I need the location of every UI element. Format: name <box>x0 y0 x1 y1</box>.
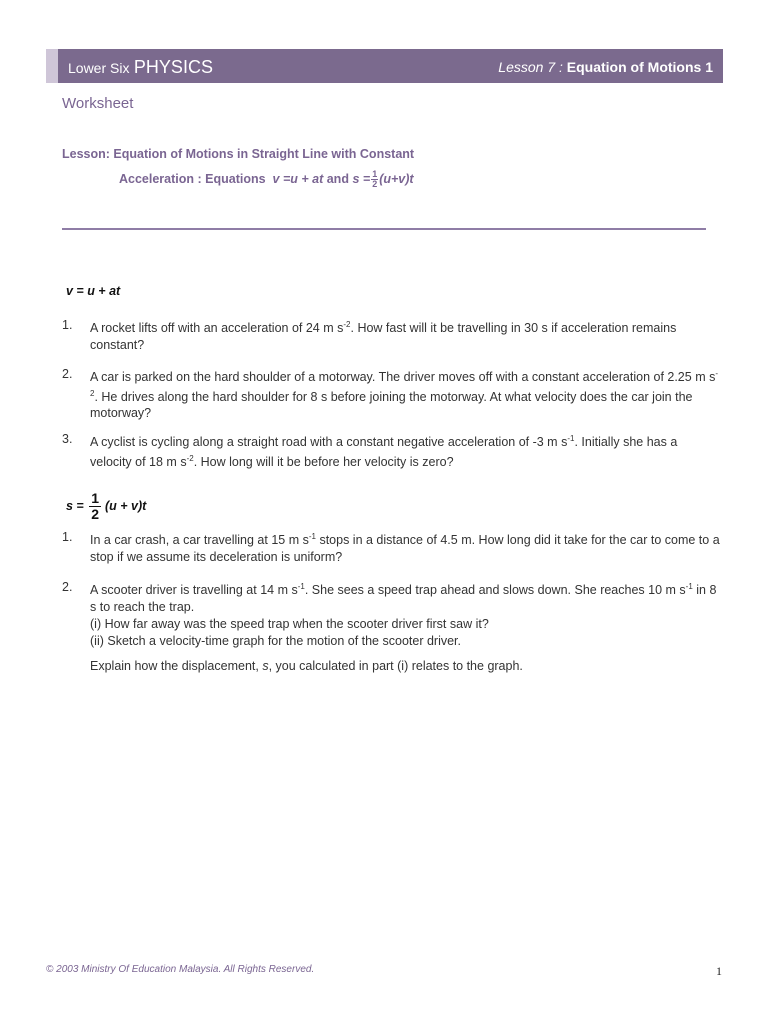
question-text: A rocket lifts off with an acceleration of 24 m $s^{-2}$. How fast will it be travelling in 30 s if acceleration remains constant? <box>90 320 677 352</box>
worksheet-title: Worksheet <box>62 95 134 112</box>
question-number: 2. <box>62 580 73 594</box>
section-heading-v-equation: v = u + at <box>66 284 121 298</box>
fraction-numerator: 1 <box>91 490 100 506</box>
fraction-denominator: 2 <box>91 506 100 522</box>
fraction-numerator: 1 <box>372 169 378 179</box>
question-number: 2. <box>62 367 73 381</box>
explain-instruction: Explain how the displacement, s, you calculated in part (i) relates to the graph. <box>90 659 523 673</box>
equation-v: v =u + at <box>272 171 324 186</box>
copyright-footer: © 2003 Ministry Of Education Malaysia. All Rights Reserved. <box>46 964 315 975</box>
course-subject: PHYSICS <box>133 57 213 77</box>
question-1-2 <box>62 366 722 422</box>
lesson-equations <box>119 170 414 189</box>
question-text: In a car crash, a car travelling at 15 m $s^{-1}$ stops in a distance of 4.5 m. How long did it take for the car to come to a stop if we assume its deceleration is uniform? <box>90 532 720 564</box>
lesson-number: Lesson 7 : <box>498 59 563 75</box>
half-fraction <box>89 491 101 522</box>
question-1-1 <box>62 317 722 353</box>
header-bar <box>46 49 723 83</box>
section-heading-s-equation <box>66 491 146 522</box>
lesson-equations-prefix: Acceleration : Equations <box>119 171 266 186</box>
question-number: 1. <box>62 318 73 332</box>
course-level: Lower Six <box>68 60 130 76</box>
sub-question-ii: (ii) Sketch a velocity-time graph for the motion of the scooter driver. <box>90 634 461 648</box>
half-fraction <box>371 170 378 189</box>
question-number: 3. <box>62 432 73 446</box>
s-heading-suffix: (u + v)t <box>105 498 147 513</box>
equation-s-prefix: s = <box>352 171 371 186</box>
section-divider <box>62 228 706 230</box>
question-text: A scooter driver is travelling at 14 m $s^{-1}$. She sees a speed trap ahead and slows down. She reaches 10 m $s^{-1}$ in 8 s to reach the trap. <box>90 582 717 614</box>
header-accent <box>46 49 58 83</box>
page-number: 1 <box>716 964 722 978</box>
question-text: A cyclist is cycling along a straight road with a constant negative acceleration of -3 m $s^{-1}$. Initially she has a velocity of 18 m $s^{-2}$. How long will it be before her velocity is zero? <box>90 434 678 469</box>
fraction-denominator: 2 <box>372 179 378 189</box>
question-2-2 <box>62 579 722 615</box>
question-number: 1. <box>62 530 73 544</box>
question-2-1 <box>62 529 722 565</box>
s-heading-prefix: s = <box>66 498 84 513</box>
equation-s-suffix: (u+v)t <box>379 171 414 186</box>
lesson-title <box>498 59 713 75</box>
and-text: and <box>326 171 349 186</box>
question-1-3 <box>62 431 722 470</box>
lesson-heading: Lesson: Equation of Motions in Straight Line with Constant <box>62 147 415 161</box>
lesson-topic: Equation of Motions 1 <box>566 59 713 75</box>
question-text: A car is parked on the hard shoulder of a motorway. The driver moves off with a constant acceleration of 2.25 m $s^{-2}$. He drives along the hard shoulder for 8 s before joining the motorway. At what velocity does the car join the motorway? <box>90 369 718 421</box>
course-title <box>68 57 213 78</box>
sub-question-i: (i) How far away was the speed trap when the scooter driver first saw it? <box>90 617 489 631</box>
